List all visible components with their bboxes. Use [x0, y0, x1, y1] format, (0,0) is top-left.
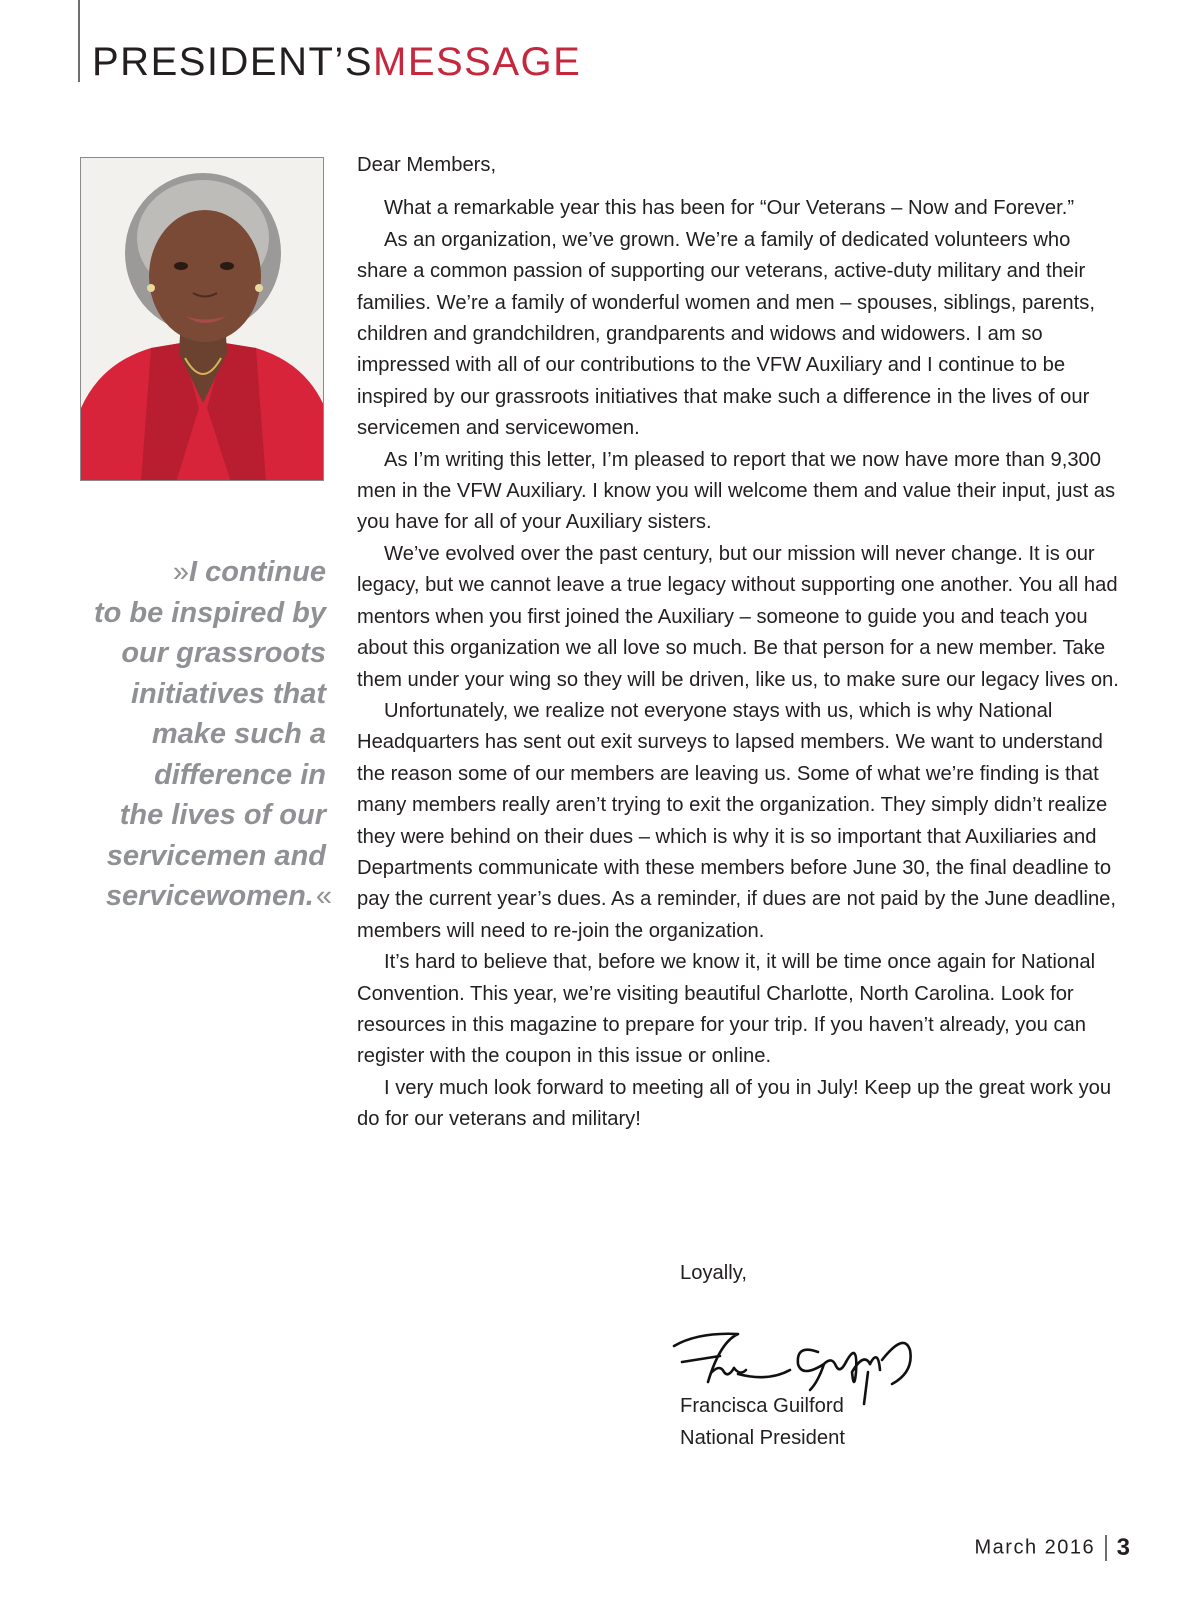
page-title [92, 42, 581, 82]
pull-quote-text: servicewomen. [105, 880, 314, 912]
pull-quote-line: initiatives that [131, 677, 326, 710]
closing: Loyally, [680, 1262, 747, 1284]
pull-quote-line: to be inspired by [93, 596, 326, 629]
letter-paragraph: Unfortunately, we realize not everyone stays with us, which is why National Headquarters has sent out exit surveys to lapsed members. We want to understand the reason some of our members are leaving us. Some of what we’re finding is that many members really aren’t trying to exit the organization. They simply didn’t realize they were behind on their dues – which is why it is so important that Auxiliaries and Departments communicate with these members before June 30, the final deadline to pay the current year’s dues. As a reminder, if dues are not paid by the June deadline, members will need to re-join the organization. [357, 699, 1117, 942]
page-footer [975, 1534, 1130, 1562]
signer-name: Francisca Guilford [680, 1395, 844, 1417]
letter-body [357, 150, 1122, 1136]
signer-block [680, 1390, 845, 1454]
header-rule [78, 0, 80, 82]
salutation: Dear Members, [357, 154, 497, 176]
letter-paragraph: I very much look forward to meeting all of you in July! Keep up the great work you do for our veterans and military! [357, 1076, 1112, 1131]
letter-paragraph: As I’m writing this letter, I’m pleased to report that we now have more than 9,300 men in the VFW Auxiliary. I know you will welcome them and value their input, just as you have for all of your Auxiliary sisters. [357, 448, 1116, 534]
issue-date: March 2016 [974, 1536, 1096, 1559]
letter-paragraph: As an organization, we’ve grown. We’re a family of dedicated volunteers who share a common passion of supporting our veterans, active-duty military and their families. We’re a family of wonderful women and men – spouses, siblings, parents, children and grandchildren, grandparents and widows and widowers. I am so impressed with all of our contributions to the VFW Auxiliary and I continue to be inspired by our grassroots initiatives that make such a difference in the lives of our servicemen and servicewomen. [357, 228, 1095, 440]
page-number: 3 [1116, 1534, 1130, 1561]
quote-close-mark: « [315, 880, 326, 912]
letter-paragraph: We’ve evolved over the past century, but our mission will never change. It is our legacy, but we cannot leave a true legacy without supporting one another. You all had mentors when you first joined the Auxiliary – someone to guide you and teach you about this organization we all love so much. Be that person for a new member. Take them under your wing so they will be driven, like us, to make sure our legacy lives on. [357, 542, 1119, 691]
letter-paragraph: What a remarkable year this has been for “Our Veterans – Now and Forever.” [384, 197, 1075, 220]
pull-quote-line: our grassroots [121, 637, 326, 669]
signer-title: National President [680, 1427, 845, 1449]
pull-quote-text: I continue [189, 556, 326, 588]
quote-open-mark: » [172, 556, 184, 588]
page-title-part2: MESSAGE [373, 40, 582, 84]
footer-divider [1105, 1535, 1107, 1561]
president-photo [80, 157, 324, 481]
letter-paragraph: It’s hard to believe that, before we know it, it will be time once again for National Convention. This year, we’re visiting beautiful Charlotte, North Carolina. Look for resources in this magazine to prepare for your trip. If you haven’t already, you can register with the coupon in this issue or online. [357, 951, 1096, 1068]
pull-quote-line: the lives of our [119, 799, 326, 831]
page-title-part1: PRESIDENT’S [92, 40, 373, 84]
pull-quote-line [40, 876, 326, 917]
pull-quote-line: difference in [154, 758, 326, 791]
pull-quote-line [40, 552, 326, 593]
pull-quote-line: servicemen and [106, 839, 326, 872]
pull-quote-line: make such a [151, 718, 326, 750]
pull-quote [40, 552, 326, 917]
